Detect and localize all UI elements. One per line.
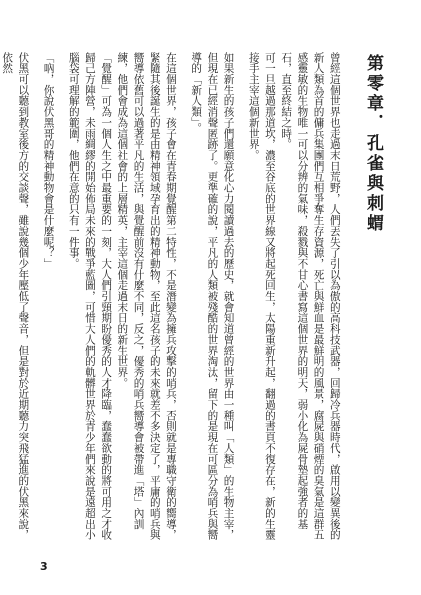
page-body [1,52,383,548]
paragraph-1: 曾經這個世界也走過末日荒野，人們丟失了引以為傲的高科技武器，回歸冷兵器時代，啟用以變異後的新人類為首的傭兵集團們互相爭奪生存資源，死亡與鮮血是最鮮明的風景，腐屍與硝煙的臭氣是這群五感靈敏的生物唯一可以分辨的氣味，殺戮與不甘心書寫這個世界的明天，弱小化為屍骨墊起強者的基石，直至終結之時。 [280,52,341,541]
paragraph-6: 「吶，你說伏黑哥的精神動物會是什麼呢？」 [42,52,55,269]
chapter-title: 第零章．孔雀與刺蝟 [363,54,383,234]
page-number: 3 [40,560,48,573]
paragraph-2: 可一旦越過那道坎，濃至谷底的世界線又將起死回生，太陽重新升起，翻過的書頁不復存在，新的生靈接手主宰這個新世界。 [247,52,276,541]
paragraph-3: 如果新生的孩子們還願意化心力閱讀過去的歷史，就會知道曾經的世界由一種叫「人類」的生物主宰，但現在已經消聲匿跡了。更準確的說，平凡的人類被殘酷的世界淘汰，留下的是現在可區分為哨兵與嚮導的「新人類」。 [190,52,235,541]
paragraph-4: 在這個世界，孩子會在青春期覺醒第二特性，不是潛變為擁兵攻擊的哨兵，否則就是專職守衛的嚮導，緊隨其後誕生的是由精神領域孕育出的精神動物，至此這名孩子的未來就差不多決定了，平庸的哨兵與嚮導依舊可以過著平凡的生活，與覺醒前沒有什麼不同，反之，優秀的哨兵嚮導會被帶進「塔」內訓練，他們會成為這個社會的上層精英，主宰這個走過末日的新生世界。 [116,52,177,541]
paragraph-7: 伏黑可以聽到教室後方的交談聲，雖說幾個少年壓低了聲音，但是對於近期聽力突飛猛進的伏黑來說，依然 [1,52,30,541]
paragraph-5: 「覺醒」可為一個人生之中最重要的一刻，大人們引頸期盼優秀的人才降臨，蠢蠢欲動的將可用之才收歸己方陣營，未雨綢繆的開始佈局未來的戰爭藍圖，可惜大人們的軌髒世界於青少年們來說是遠超出小腦袋可理解的範圍，他們在意的只有一件事。 [67,52,113,541]
